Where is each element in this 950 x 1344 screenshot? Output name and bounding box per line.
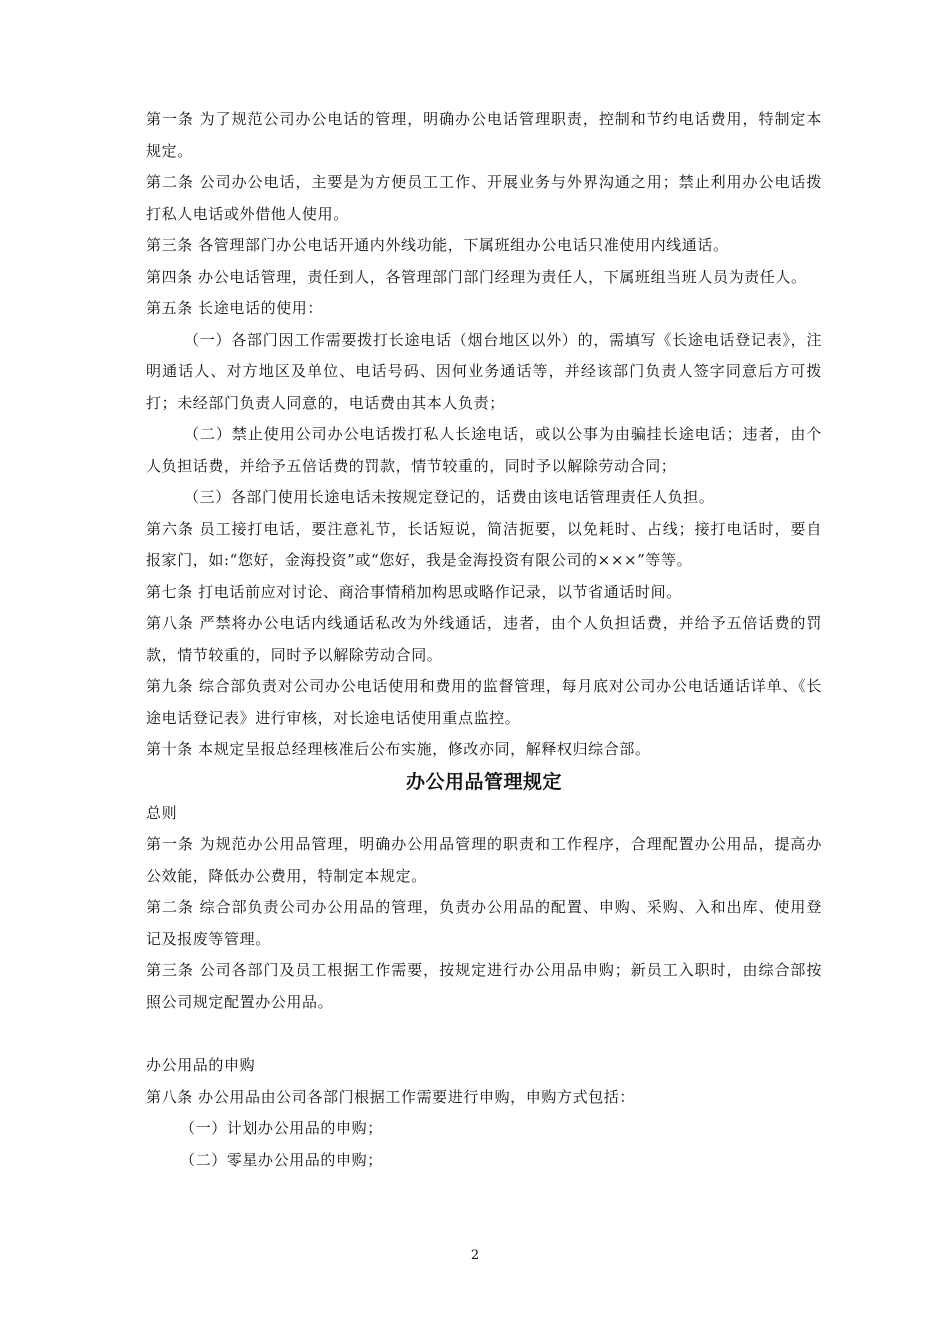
article-3: 第三条 各管理部门办公电话开通内外线功能，下属班组办公电话只准使用内线通话。 — [146, 236, 729, 254]
purchase-article-8: 第八条 办公用品由公司各部门根据工作需要进行申购，申购方式包括： — [146, 1087, 635, 1106]
section-title: 办公用品管理规定 — [405, 770, 562, 793]
article-9: 第九条 综合部负责对公司办公电话使用和费用的监督管理，每月底对公司办公电话通话详单、《长途电话登记表》进行审核，对长途电话使用重点监控。 — [146, 677, 822, 727]
spacer — [146, 1018, 822, 1050]
article-5-item-1: （一）各部门因工作需要拨打长途电话（烟台地区以外）的，需填写《长途电话登记表》，注明通话人、对方地区及单位、电话号码、因何业务通话等，并经该部门负责人签字同意后方可拨打；未经部门负责人同意的，电话费由其本人负责； — [146, 330, 822, 412]
document-body — [146, 104, 822, 1176]
heading-purchase: 办公用品的申购 — [146, 1056, 256, 1074]
article-5-item-3: （三）各部门使用长途电话未按规定登记的，话费由该电话管理责任人负担。 — [184, 488, 715, 506]
article-1: 第一条 为了规范公司办公电话的管理，明确办公电话管理职责，控制和节约电话费用，特制定本规定。 — [146, 110, 822, 160]
article-6: 第六条 员工接打电话，要注意礼节，长话短说，简洁扼要，以免耗时、占线；接打电话时，要自报家门，如:“您好，金海投资”或“您好，我是金海投资有限公司的×××”等等。 — [146, 519, 822, 569]
article-5-item-2: （二）禁止使用公司办公电话拨打私人长途电话，或以公事为由骗挂长途电话；违者，由个人负担话费，并给予五倍话费的罚款，情节较重的，同时予以解除劳动合同； — [146, 425, 822, 475]
article-5: 第五条 长途电话的使用： — [146, 299, 323, 317]
general-article-3: 第三条 公司各部门及员工根据工作需要，按规定进行办公用品申购；新员工入职时，由综合部按照公司规定配置办公用品。 — [146, 961, 822, 1011]
article-2: 第二条 公司办公电话，主要是为方便员工工作、开展业务与外界沟通之用；禁止利用办公电话拨打私人电话或外借他人使用。 — [146, 173, 822, 223]
page-number: 2 — [470, 1248, 480, 1263]
article-10: 第十条 本规定呈报总经理核准后公布实施，修改亦同，解释权归综合部。 — [146, 740, 651, 758]
purchase-item-2: （二）零星办公用品的申购； — [180, 1150, 383, 1169]
general-article-1: 第一条 为规范办公用品管理，明确办公用品管理的职责和工作程序，合理配置办公用品，提高办公效能，降低办公费用，特制定本规定。 — [146, 835, 822, 885]
general-article-2: 第二条 综合部负责公司办公用品的管理，负责办公用品的配置、申购、采购、入和出库、使用登记及报废等管理。 — [146, 898, 822, 948]
purchase-item-1: （一）计划办公用品的申购； — [180, 1119, 383, 1137]
heading-general: 总则 — [146, 803, 178, 822]
article-8: 第八条 严禁将办公电话内线通话私改为外线通话，违者，由个人负担话费，并给予五倍话费的罚款，情节较重的，同时予以解除劳动合同。 — [146, 614, 822, 664]
article-4: 第四条 办公电话管理，责任到人，各管理部门部门经理为责任人，下属班组当班人员为责任人。 — [146, 267, 807, 286]
article-7: 第七条 打电话前应对讨论、商洽事情稍加构思或略作记录，以节省通话时间。 — [146, 582, 682, 601]
